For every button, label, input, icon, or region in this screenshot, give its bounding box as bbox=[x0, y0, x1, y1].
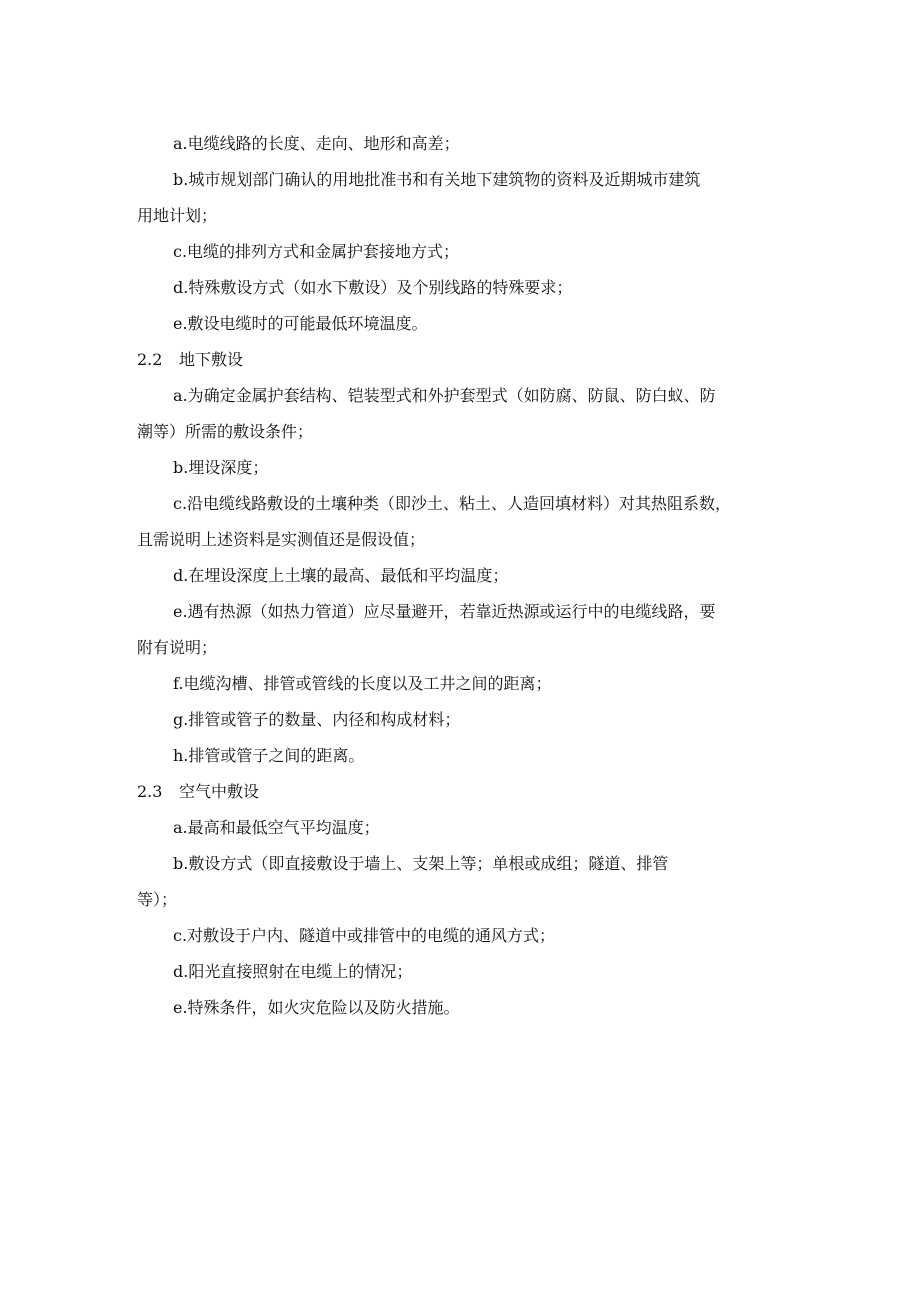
list-item: b.敷设方式（即直接敷设于墙上、支架上等；单根或成组；隧道、排管 bbox=[173, 854, 669, 873]
list-item: c.对敷设于户内、隧道中或排管中的电缆的通风方式； bbox=[173, 926, 556, 945]
list-item: e.遇有热源（如热力管道）应尽量避开，若靠近热源或运行中的电缆线路，要 bbox=[173, 602, 716, 621]
list-item: d.特殊敷设方式（如水下敷设）及个别线路的特殊要求； bbox=[173, 278, 573, 297]
list-item: d.在埋设深度上土壤的最高、最低和平均温度； bbox=[173, 566, 509, 585]
section-title: 空气中敷设 bbox=[179, 782, 260, 801]
list-item-continuation: 附有说明； bbox=[137, 638, 218, 657]
list-item: a.最高和最低空气平均温度； bbox=[173, 818, 380, 837]
list-item: b.城市规划部门确认的用地批准书和有关地下建筑物的资料及近期城市建筑 bbox=[173, 170, 701, 189]
list-item-continuation: 且需说明上述资料是实测值还是假设值； bbox=[137, 530, 426, 549]
list-item: f.电缆沟槽、排管或管线的长度以及工井之间的距离； bbox=[173, 674, 552, 693]
list-item-continuation: 潮等）所需的敷设条件； bbox=[137, 422, 314, 441]
section-heading bbox=[137, 342, 787, 378]
list-item: d.阳光直接照射在电缆上的情况； bbox=[173, 962, 413, 981]
list-item: a.为确定金属护套结构、铠装型式和外护套型式（如防腐、防鼠、防白蚁、防 bbox=[173, 386, 716, 405]
list-item-continuation: 用地计划； bbox=[137, 206, 218, 225]
section-number: 2.2 bbox=[137, 350, 163, 369]
list-item: g.排管或管子的数量、内径和构成材料； bbox=[173, 710, 461, 729]
document-body bbox=[137, 126, 787, 1026]
section-number: 2.3 bbox=[137, 782, 163, 801]
list-item: c.沿电缆线路敷设的土壤种类（即沙土、粘土、人造回填材料）对其热阻系数， bbox=[173, 494, 732, 513]
list-item: e.敷设电缆时的可能最低环境温度。 bbox=[173, 314, 428, 333]
list-item: e.特殊条件，如火灾危险以及防火措施。 bbox=[173, 998, 460, 1017]
list-item-continuation: 等）； bbox=[137, 890, 178, 909]
list-item: b.埋设深度； bbox=[173, 458, 269, 477]
section-heading bbox=[137, 774, 787, 810]
list-item: c.电缆的排列方式和金属护套接地方式； bbox=[173, 242, 460, 261]
section-title: 地下敷设 bbox=[179, 350, 244, 369]
list-item: h.排管或管子之间的距离。 bbox=[173, 746, 365, 765]
list-item: a.电缆线路的长度、走向、地形和高差； bbox=[173, 134, 460, 153]
